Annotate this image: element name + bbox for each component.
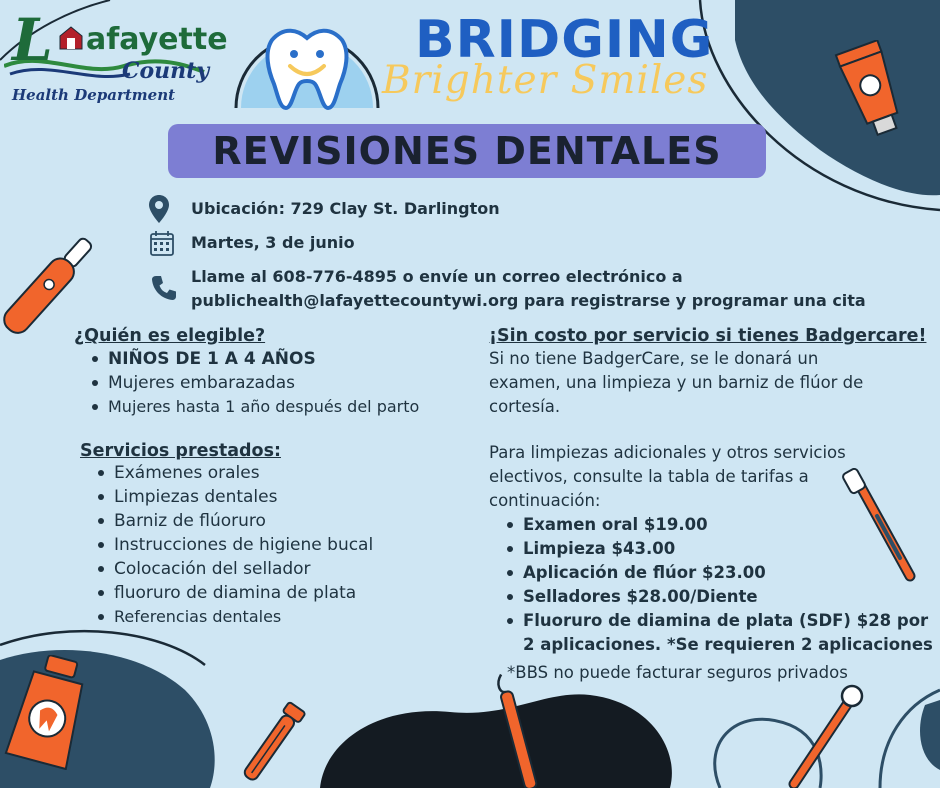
dental-probe-icon xyxy=(488,672,548,788)
paragraph-line: examen, una limpieza y un barniz de flúor de xyxy=(489,373,864,392)
list-item: Mujeres embarazadas xyxy=(86,371,419,395)
phone-icon xyxy=(150,274,178,302)
logo-department: Health Department xyxy=(12,86,176,104)
health-department-logo xyxy=(4,4,228,108)
fee-item: Aplicación de flúor $23.00 xyxy=(501,561,929,585)
list-item: NIÑOS DE 1 A 4 AÑOS xyxy=(86,347,419,371)
paragraph-line: cortesía. xyxy=(489,397,561,416)
no-cost-section xyxy=(489,326,933,685)
list-item: Instrucciones de higiene bucal xyxy=(92,533,373,557)
title-banner xyxy=(168,124,766,178)
list-item: Mujeres hasta 1 año después del parto xyxy=(86,395,419,419)
page-title: REVISIONES DENTALES xyxy=(212,129,722,173)
paragraph-line: continuación: xyxy=(489,491,601,510)
mouthwash-bottle-icon xyxy=(4,655,96,770)
location-pin-icon xyxy=(148,194,170,224)
contact-text xyxy=(191,265,866,313)
contact-line-2: publichealth@lafayettecountywi.org para registrarse y programar una cita xyxy=(191,291,866,310)
no-cost-heading: ¡Sin costo por servicio si tienes Badgercare! xyxy=(489,326,927,346)
services-heading: Servicios prestados: xyxy=(80,441,281,461)
dental-drill-icon xyxy=(234,694,314,788)
list-item: Exámenes orales xyxy=(92,461,373,485)
fees-intro-paragraph xyxy=(489,441,929,513)
logo-name: afayette xyxy=(86,22,228,57)
smiling-tooth-icon xyxy=(232,8,382,116)
courtesy-paragraph xyxy=(489,347,929,419)
insurance-note: *BBS no puede facturar seguros privados xyxy=(507,663,848,682)
barn-icon xyxy=(58,24,84,50)
paragraph-line: Para limpiezas adicionales y otros servicios xyxy=(489,443,846,462)
fee-item-continued: 2 aplicaciones. *Se requieren 2 aplicaciones xyxy=(523,635,933,654)
toothpaste-icon xyxy=(832,40,912,140)
fee-item: Examen oral $19.00 xyxy=(501,513,929,537)
brand-line2: Brighter Smiles xyxy=(382,58,709,103)
list-item: fluoruro de diamina de plata xyxy=(92,581,373,605)
fee-item: Fluoruro de diamina de plata (SDF) $28 por xyxy=(501,609,929,633)
logo-letter: L xyxy=(12,6,53,74)
paragraph-line: Si no tiene BadgerCare, se le donará un xyxy=(489,349,819,368)
services-list xyxy=(92,461,373,629)
list-item: Colocación del sellador xyxy=(92,557,373,581)
eligibility-list xyxy=(86,347,419,419)
logo-county: County xyxy=(122,58,210,84)
fee-item: Selladores $28.00/Diente xyxy=(501,585,929,609)
services-section xyxy=(80,441,373,629)
fee-item: Limpieza $43.00 xyxy=(501,537,929,561)
date-text: Martes, 3 de junio xyxy=(191,233,355,252)
list-item: Referencias dentales xyxy=(92,605,373,629)
eligibility-section xyxy=(74,326,419,419)
calendar-icon xyxy=(150,230,174,256)
fee-list xyxy=(501,513,933,657)
dental-mirror-icon xyxy=(774,684,870,788)
contact-line-1: Llame al 608-776-4895 o envíe un correo electrónico a xyxy=(191,267,683,286)
paragraph-line: electivos, consulte la tabla de tarifas a xyxy=(489,467,809,486)
brand-line1: BRIDGING xyxy=(415,10,714,70)
location-text: Ubicación: 729 Clay St. Darlington xyxy=(191,199,500,218)
eligibility-heading: ¿Quién es elegible? xyxy=(74,326,266,346)
list-item: Barniz de flúoruro xyxy=(92,509,373,533)
list-item: Limpiezas dentales xyxy=(92,485,373,509)
